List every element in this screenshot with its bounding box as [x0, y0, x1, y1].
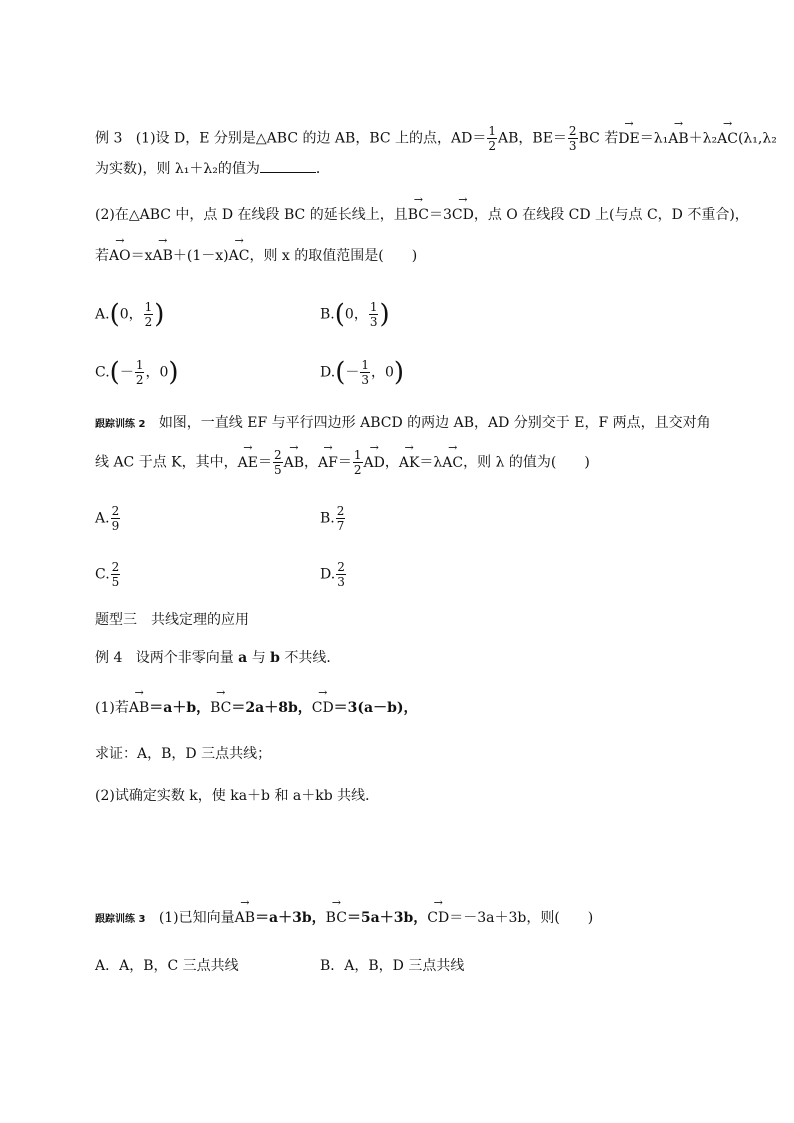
example4-proof: 求证：A，B，D 三点共线；	[95, 746, 272, 762]
vector: → AC	[229, 246, 250, 266]
example3-part2-line1: (2)在△ABC 中，点 D 在线段 BC 的延长线上，且→ BC＝3→ CD，点 O 在线段 CD 上(与点 C，D 不重合)，	[95, 205, 749, 225]
example3-line1: 例 3 (1)设 D，E 分别是△ABC 的边 AB，BC 上的点，AD＝ $\frac{1}{2}$ AB，BE＝ $\frac{2}{3}$ BC 若→ DE＝λ₁→ AB＋λ₂→ AC(λ₁,λ₂	[95, 124, 777, 153]
vector: → AB	[284, 453, 304, 473]
vector: → CD	[427, 908, 449, 928]
example4-label: 例 4	[95, 650, 123, 666]
vector: → AE	[238, 453, 258, 473]
fraction: $\frac{1}{2}$	[488, 124, 497, 153]
example3-part2-line2: 若→ AO＝x→ AB＋(1－x)→ AC，则 x 的取值范围是( )	[95, 246, 417, 266]
vector: → BC	[210, 698, 231, 718]
track3-option-a: A．A，B，C 三点共线	[95, 958, 239, 974]
track2-label: 跟踪训练 2	[95, 419, 146, 430]
track2-option-d: D. $\frac{2}{3}$	[320, 560, 345, 589]
vector: → BC	[326, 908, 347, 928]
track2-line1: 跟踪训练 2 如图，一直线 EF 与平行四边形 ABCD 的两边 AB，AD 分别交于 E，F 两点，且交对角	[95, 415, 711, 431]
example3-option-c: C.(－ $\frac{1}{2}$ ，0)	[95, 357, 179, 388]
example3-option-a: A.(0， $\frac{1}{2}$ )	[95, 299, 165, 330]
vector: → AC	[442, 453, 463, 473]
track2-option-c: C. $\frac{2}{5}$	[95, 560, 120, 589]
example4-part2: (2)试确定实数 k，使 ka＋b 和 a＋kb 共线．	[95, 788, 380, 804]
track2-line2: 线 AC 于点 K，其中，→ AE＝ $\frac{2}{5}$ → AB，→ AF＝ $\frac{1}{2}$ → AD，→ AK＝λ→ AC，则 λ 的值为( )	[95, 448, 590, 477]
example3-option-d: D.(－ $\frac{1}{3}$ ，0)	[320, 357, 405, 388]
answer-blank	[260, 158, 316, 173]
vector: → AK	[399, 453, 420, 473]
vector: → AB	[129, 698, 149, 718]
example3-line2: 为实数)，则 λ₁＋λ₂的值为 ．	[95, 158, 330, 179]
track3-option-b: B．A，B，D 三点共线	[320, 958, 465, 974]
fraction: $\frac{2}{3}$	[568, 124, 577, 153]
vector: → BC	[408, 205, 429, 225]
vector: → AC	[717, 129, 738, 149]
track2-option-a: A. $\frac{2}{9}$	[95, 504, 120, 533]
example4-intro: 例 4 设两个非零向量 a 与 b 不共线．	[95, 650, 341, 666]
section-title: 题型三 共线定理的应用	[95, 612, 249, 628]
vector: → AB	[235, 908, 255, 928]
example4-part1: (1)若→ AB＝a＋b，→ BC＝2a＋8b，→ CD＝3(a－b)，	[95, 698, 418, 718]
track3-label: 跟踪训练 3	[95, 914, 146, 925]
vector: → AO	[109, 246, 131, 266]
example3-option-b: B.(0， $\frac{1}{3}$ )	[320, 299, 390, 330]
vector: → AD	[364, 453, 385, 473]
vector: → AB	[153, 246, 173, 266]
vector: → CD	[452, 205, 474, 225]
vector: → AF	[318, 453, 338, 473]
vector: → AB	[668, 129, 688, 149]
track2-option-b: B. $\frac{2}{7}$	[320, 504, 345, 533]
vector: → CD	[312, 698, 334, 718]
vector: → DE	[618, 129, 639, 149]
example3-label: 例 3	[95, 130, 123, 147]
track3-line1: 跟踪训练 3 (1)已知向量→ AB＝a＋3b，→ BC＝5a＋3b，→ CD＝－3a＋3b，则( )	[95, 908, 593, 930]
